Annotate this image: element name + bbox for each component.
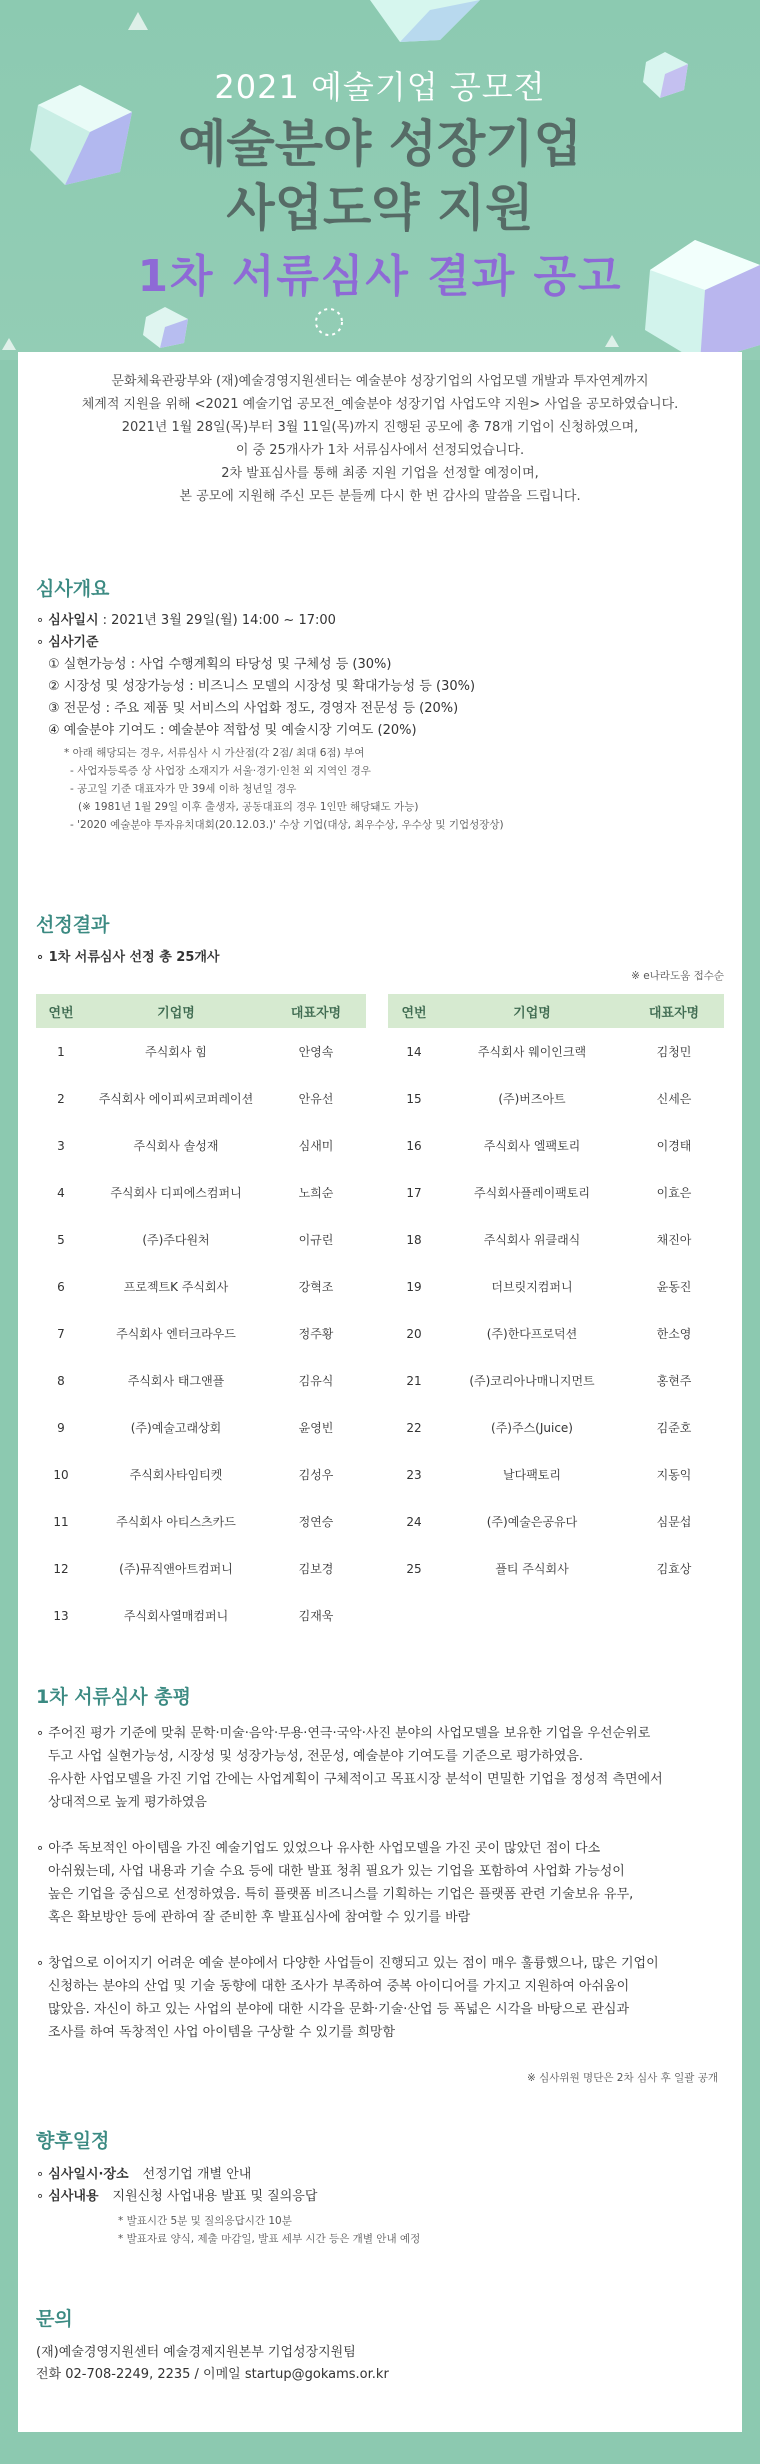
ceo-name: 김유식 [298, 1374, 334, 1388]
criteria-item: ④ 예술분야 기여도 : 예술분야 적합성 및 예술시장 기여도 (20%) [48, 723, 417, 738]
table-row [36, 1075, 366, 1122]
table-row [388, 1028, 724, 1075]
review-heading: 1차 서류심사 총평 [36, 1686, 191, 1708]
row-number: 6 [57, 1279, 65, 1294]
criteria-item: ① 실현가능성 : 사업 수행계획의 타당성 및 구체성 등 (30%) [48, 657, 392, 672]
company-name: (주)예술고래상회 [130, 1421, 222, 1435]
table-row [36, 1122, 366, 1169]
criteria-item: ② 시장성 및 성장가능성 : 비즈니스 모델의 시장성 및 확대가능성 등 (30%) [48, 679, 476, 694]
results-table-right [388, 994, 724, 1592]
company-name: 더브릿지컴퍼니 [491, 1280, 573, 1294]
row-number: 5 [57, 1232, 65, 1247]
row-number: 23 [406, 1467, 422, 1482]
review-paragraph: ∘ 창업으로 이어지기 어려운 예술 분야에서 다양한 사업들이 진행되고 있는 점이 매우 훌륭했으나, 많은 기업이 신청하는 분야의 산업 및 기술 동향에 대한 조사가 부족하여 중복 아이디어를 가지고 지원하여 아쉬움이 많았음. 자신이 하고 있는 사업의 분야에 대한 시각을 문화·기술·산업 등 폭넓은 시각을 바탕으로 관심과 조사를 하여 독창적인 사업 아이템을 구상할 수 있기를 희망함 [36, 1956, 659, 2040]
table-row [36, 1357, 366, 1404]
table-row [388, 1451, 724, 1498]
ceo-name: 김재욱 [298, 1609, 334, 1623]
row-number: 1 [57, 1044, 65, 1059]
row-number: 24 [406, 1514, 422, 1529]
table-row [36, 1028, 366, 1075]
criteria-item: ③ 전문성 : 주요 제품 및 서비스의 사업화 정도, 경영자 전문성 등 (20%) [48, 701, 459, 716]
row-number: 17 [406, 1185, 422, 1200]
row-number: 18 [406, 1232, 422, 1247]
table-row [36, 1451, 366, 1498]
ceo-name: 정주황 [298, 1327, 334, 1341]
col-header-ceo: 대표자명 [266, 994, 366, 1028]
company-name: (주)한다프로덕션 [486, 1327, 578, 1341]
company-name: 주식회사 엔터크라우드 [116, 1327, 236, 1341]
row-number: 11 [53, 1514, 69, 1529]
row-number: 10 [53, 1467, 69, 1482]
ceo-name: 이규린 [298, 1233, 334, 1247]
table-row [388, 1545, 724, 1592]
results-table-left [36, 994, 366, 1639]
row-number: 2 [57, 1091, 65, 1106]
ceo-name: 정연승 [298, 1515, 334, 1529]
ceo-name: 지동익 [656, 1468, 692, 1482]
review-paragraph: ∘ 아주 독보적인 아이템을 가진 예술기업도 있었으나 유사한 사업모델을 가진 곳이 많았던 점이 다소 아쉬웠는데, 사업 내용과 기술 수요 등에 대한 발표 청취 필요가 있는 기업을 포함하여 사업화 가능성이 높은 기업을 중심으로 선정하였음. 특히 플랫폼 비즈니스를 기획하는 기업은 플랫폼 관련 기술보유 유무, 혹은 확보방안 등에 관하여 잘 준비한 후 발표심사에 참여할 수 있기를 바람 [36, 1841, 634, 1925]
row-number: 12 [53, 1561, 69, 1576]
review-note: ※ 심사위원 명단은 2차 심사 후 일괄 공개 [527, 2072, 718, 2084]
company-name: (주)주다원처 [142, 1233, 210, 1247]
ceo-name: 김준호 [656, 1421, 692, 1435]
company-name: (주)주스(Juice) [491, 1421, 573, 1435]
ceo-name: 윤동진 [656, 1280, 692, 1294]
company-name: 주식회사 아티스츠카드 [116, 1515, 236, 1529]
table-row [36, 1545, 366, 1592]
hero-banner [0, 0, 760, 360]
table-row [388, 1263, 724, 1310]
company-name: 주식회사열매컴퍼니 [123, 1609, 229, 1623]
col-header-company: 기업명 [86, 994, 266, 1028]
company-name: 주식회사 태그앤플 [127, 1374, 225, 1388]
row-number: 25 [406, 1561, 422, 1576]
company-name: (주)예술은공유다 [486, 1515, 578, 1529]
table-row [36, 1310, 366, 1357]
table-row [388, 1216, 724, 1263]
table-row [388, 1122, 724, 1169]
row-number: 15 [406, 1091, 422, 1106]
contact-organization: (재)예술경영지원센터 예술경제지원본부 기업성장지원팀 [36, 2345, 356, 2360]
col-header-number: 연번 [388, 994, 440, 1028]
company-name: 날다팩토리 [503, 1468, 561, 1482]
table-row [36, 1498, 366, 1545]
cube-decoration-icon [370, 0, 480, 45]
triangle-decoration-icon [2, 338, 16, 350]
overview-section: ∘ 심사일시 : 2021년 3월 29일(월) 14:00 ~ 17:00 ∘ 심사기준 ① 실현가능성 : 사업 수행계획의 타당성 및 구체성 등 (30%) ② 시장성 및 성장가능성 : 비즈니스 모델의 시장성 및 확대가능성 등 (30%) ③ 전문성 : 주요 제품 및 서비스의 사업화 정도, 경영자 전문성 등 (20%) ④ 예술분야 기여도 : 예술분야 적합성 및 예술시장 기여도 (20%) * 아래 해당되는 경우, 서류심사 시 가산점(각 2점/ 최대 6점) 부여 - 사업자등록증 상 사업장 소재지가 서울·경기·인천 외 지역인 경우 - 공고일 기준 대표자가 만 39세 이하 청년일 경우 (※ 1981년 1월 29일 이후 출생자, 공동대표의 경우 1인만 해당돼도 가능) - '2020 예술분야 투자유치대회(20.12.03.)' 수상 기업(대상, 최우수상, 우수상 및 기업성장상) [36, 610, 726, 834]
company-name: 주식회사 엘팩토리 [483, 1139, 581, 1153]
company-name: 주식회사 에이피씨코퍼레이션 [98, 1092, 254, 1106]
ceo-name: 김성우 [298, 1468, 334, 1482]
ceo-name: 이경태 [656, 1139, 692, 1153]
table-row [36, 1592, 366, 1639]
hero-title: 예술분야 성장기업 사업도약 지원 [178, 115, 582, 237]
ceo-name: 노희순 [298, 1186, 334, 1200]
review-paragraph: ∘ 주어진 평가 기준에 맞춰 문학·미술·음악·무용·연극·국악·사진 분야의 사업모델을 보유한 기업을 우선순위로 두고 사업 실현가능성, 시장성 및 성장가능성, 전문성, 예술분야 기여도를 기준으로 평가하였음. 유사한 사업모델을 가진 기업 간에는 사업계획이 구체적이고 목표시장 분석이 면밀한 기업을 정성적 측면에서 상대적으로 높게 평가하였음 [36, 1726, 663, 1810]
company-name: (주)버즈아트 [498, 1092, 566, 1106]
row-number: 9 [57, 1420, 65, 1435]
schedule-section: ∘ 심사일시·장소 선정기업 개별 안내 ∘ 심사내용 지원신청 사업내용 발표 및 질의응답 * 발표시간 5분 및 질의응답시간 10분 * 발표자료 양식, 제출 마감일, 발표 세부 시간 등은 개별 안내 예정 [36, 2167, 421, 2245]
company-name: 주식회사 솔성재 [133, 1139, 219, 1153]
dotted-circle-decoration-icon [312, 305, 346, 339]
row-number: 14 [406, 1044, 422, 1059]
ceo-name: 채진아 [656, 1233, 692, 1247]
company-name: 주식회사플레이팩토리 [474, 1186, 590, 1200]
table-row [388, 1498, 724, 1545]
ceo-name: 신세은 [656, 1092, 692, 1106]
col-header-number: 연번 [36, 994, 86, 1028]
contact-phone-email: 전화 02-708-2249, 2235 / 이메일 startup@gokams.or.kr [36, 2367, 389, 2382]
results-subtitle: ∘ 1차 서류심사 선정 총 25개사 [36, 950, 220, 965]
row-number: 20 [406, 1326, 422, 1341]
company-name: 프로젝트K 주식회사 [123, 1280, 229, 1294]
ceo-name: 안영속 [298, 1045, 334, 1059]
company-name: (주)코리아나매니지먼트 [469, 1374, 595, 1388]
ceo-name: 강혁조 [298, 1280, 334, 1294]
content-card [18, 352, 742, 2432]
ceo-name: 안유선 [298, 1092, 334, 1106]
table-row [388, 1310, 724, 1357]
results-heading: 선정결과 [36, 914, 110, 936]
table-row [388, 1404, 724, 1451]
row-number: 19 [406, 1279, 422, 1294]
col-header-ceo: 대표자명 [624, 994, 724, 1028]
company-name: 주식회사 웨이인크랙 [477, 1045, 587, 1059]
row-number: 22 [406, 1420, 422, 1435]
row-number: 21 [406, 1373, 422, 1388]
row-number: 13 [53, 1608, 69, 1623]
table-row [36, 1169, 366, 1216]
ceo-name: 이효은 [656, 1186, 692, 1200]
schedule-heading: 향후일정 [36, 2130, 110, 2152]
company-name: 플티 주식회사 [495, 1562, 569, 1576]
row-number: 8 [57, 1373, 65, 1388]
intro-text: 문화체육관광부와 (재)예술경영지원센터는 예술분야 성장기업의 사업모델 개발과 투자연계까지 체계적 지원을 위해 <2021 예술기업 공모전_예술분야 성장기업 사업도약 지원> 사업을 공모하였습니다. 2021년 1월 28일(목)부터 3월 11일(목)까지 진행된 공모에 총 78개 기업이 신청하였으며, 이 중 25개사가 1차 서류심사에서 선정되었습니다. 2차 발표심사를 통해 최종 지원 기업을 선정할 예정이며, 본 공모에 지원해 주신 모든 분들께 다시 한 번 감사의 말씀을 드립니다. [81, 374, 679, 504]
row-number: 3 [57, 1138, 65, 1153]
triangle-decoration-icon [605, 335, 619, 347]
cube-decoration-icon [140, 305, 190, 349]
company-name: 주식회사타임티켓 [129, 1468, 223, 1482]
ceo-name: 심새미 [298, 1139, 334, 1153]
ceo-name: 김효상 [656, 1562, 692, 1576]
table-row [388, 1169, 724, 1216]
ceo-name: 윤영빈 [298, 1421, 334, 1435]
hero-announcement: 1차 서류심사 결과 공고 [137, 251, 623, 302]
row-number: 16 [406, 1138, 422, 1153]
ceo-name: 홍현주 [656, 1374, 692, 1388]
company-name: 주식회사 위클래식 [483, 1233, 581, 1247]
company-name: 주식회사 디피에스컴퍼니 [110, 1186, 242, 1200]
row-number: 7 [57, 1326, 65, 1341]
hero-subtitle: 2021 예술기업 공모전 [214, 68, 546, 106]
table-row [388, 1357, 724, 1404]
contact-heading: 문의 [36, 2308, 73, 2330]
ceo-name: 한소영 [656, 1327, 692, 1341]
ceo-name: 김보경 [298, 1562, 334, 1576]
row-number: 4 [57, 1185, 65, 1200]
ceo-name: 심문섭 [656, 1515, 692, 1529]
results-note: ※ e나라도움 접수순 [631, 970, 724, 982]
table-row [388, 1075, 724, 1122]
table-row [36, 1404, 366, 1451]
company-name: (주)뮤직앤아트컴퍼니 [119, 1562, 233, 1576]
triangle-decoration-icon [128, 12, 148, 30]
ceo-name: 김청민 [656, 1045, 692, 1059]
company-name: 주식회사 힘 [145, 1045, 207, 1059]
contact-section [36, 2342, 726, 2386]
col-header-company: 기업명 [440, 994, 624, 1028]
table-row [36, 1263, 366, 1310]
overview-heading: 심사개요 [36, 578, 110, 600]
table-row [36, 1216, 366, 1263]
